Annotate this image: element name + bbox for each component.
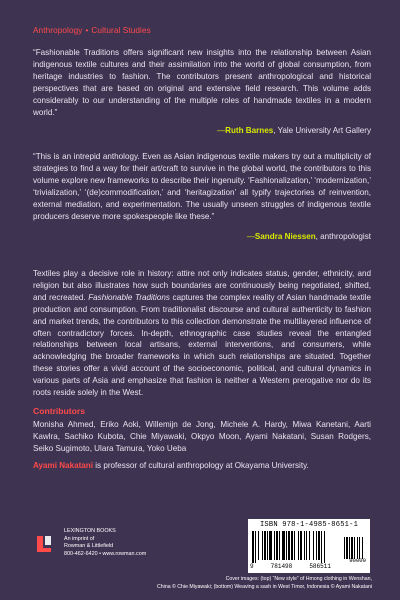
publisher-name: LEXINGTON BOOKS: [64, 528, 116, 534]
barcode-bar: [258, 531, 259, 560]
barcode-bar: [304, 531, 305, 560]
reviewer-affiliation: , anthropologist: [315, 232, 371, 241]
editor-bio: [33, 460, 371, 472]
description-part-1: Textiles play a decisive role in history: attire not only indicates status, gender, ethnicity, and religion but also illustrates how such boundaries are continuously being negotiated, shifted, and recreated.: [33, 269, 371, 302]
barcode-bar: [309, 531, 310, 560]
barcode-bar: [306, 531, 307, 560]
barcode-bar: [298, 531, 299, 560]
category-separator: •: [85, 26, 89, 35]
barcode-bar: [279, 531, 280, 560]
credit-line-1: Cover images: (top) “New style” of Hmong clothing in Wenshan,: [225, 576, 372, 582]
addon-bar: [354, 537, 355, 559]
publisher-info: [64, 528, 146, 558]
barcode-digit-prefix: 9: [250, 563, 254, 570]
addon-bar: [344, 537, 345, 559]
barcode-bar: [264, 531, 266, 560]
category-anthropology: Anthropology: [33, 26, 83, 35]
barcode-bar: [274, 531, 275, 560]
review-quote-2: “This is an intrepid anthology. Even as Asian indigenous textile makers try out a multiplicity of strategies to find a way for their art/craft to survive in the global world, the contributors to this volume explore new frameworks to describe their ingenuity. ‘Fashionalization,’ ‘modernization,’ ‘trivialization,’ ‘(de)commodification,’ and ‘heritagization’ all typify trajectories of reinvention, external mediation, and experimentation. The usually unseen struggles of indigenous textile producers deserve more spokespeople like these.”: [33, 152, 371, 221]
reviewer-name: Sandra Niessen: [254, 232, 316, 241]
editor-name: Ayami Nakatani: [33, 461, 93, 470]
barcode-bar: [255, 531, 256, 563]
book-description: [33, 268, 371, 399]
barcode-bar: [324, 531, 325, 563]
contributors-heading: Contributors: [33, 406, 86, 416]
credit-line-2: China © Chie Miyawaki; (bottom) Weaving a sash in West Timor, Indonesia © Ayami Nakatani: [157, 583, 372, 590]
barcode-bar: [316, 531, 317, 560]
addon-bar: [359, 537, 360, 559]
attribution-dash: —: [246, 232, 255, 241]
barcode-bar: [318, 531, 320, 560]
addon-bar: [362, 537, 363, 559]
barcode-digit-group-2: 586511: [309, 563, 331, 570]
review-quote-1: “Fashionable Traditions offers significant new insights into the relationship between Asian indigenous textile cultures and their assimilation into the world of global consumption, from heritage industries to fashion. The contributors present anthropological and historical perspectives that are based on original and extensive field research. This volume adds considerably to our understanding of the multiple roles of handmade textiles in a modern world.”: [33, 48, 371, 117]
cover-image-credits: [122, 576, 372, 591]
editor-description: is professor of cultural anthropology at Okayama University.: [92, 461, 309, 470]
publisher-contact: 800-462-6420 • www.rowman.com: [64, 550, 147, 557]
barcode-bar: [286, 531, 287, 560]
addon-bar: [351, 537, 353, 559]
barcode-digits: [250, 563, 368, 570]
barcode-bar: [282, 531, 285, 560]
addon-bar: [357, 537, 358, 559]
review-attribution-2: [247, 232, 371, 241]
publisher-imprint: An imprint of: [64, 535, 95, 542]
isbn-barcode: [248, 519, 370, 573]
subject-categories: [33, 26, 151, 35]
barcode-bar: [313, 531, 314, 560]
barcode-bar: [294, 531, 295, 560]
isbn-number: ISBN 978-1-4985-8651-1: [259, 521, 359, 529]
addon-bar: [349, 537, 350, 559]
barcode-bar: [276, 531, 278, 560]
barcode-bar: [288, 531, 290, 560]
description-part-2: captures the complex reality of Asian handmade textile production and consumption. From traditionalist discourse and cultural authenticity to fashion and market trends, the contributors to this collection demonstrate the multilayered influence of often contradictory forces. In-depth, ethnographic case studies reveal the entangled relationships between local artisans, external interventions, and consumers, while acknowledging the broader frameworks in which such relationships are situated. Together these stories offer a vivid account of the socioeconomic, political, and cultural dynamics in various parts of Asia and emphasize that fashion is neither a Western prerogative nor do its roots reside solely in the West.: [33, 292, 371, 398]
publisher-parent: Rowman & Littlefield: [64, 543, 114, 550]
barcode-bar: [269, 531, 272, 560]
review-attribution-1: [217, 126, 371, 135]
barcode-bar: [267, 531, 268, 560]
contributors-list: Monisha Ahmed, Eriko Aoki, Willemijn de Jong, Michele A. Hardy, Miwa Kanetani, Aarti Kawlra, Sachiko Kubota, Chie Miyawaki, Okpyo Moon, Ayami Nakatani, Susan Rodgers, Seiko Sugimoto, Ulara Tamura, Yoko Ueba: [33, 420, 371, 453]
barcode-bar: [291, 531, 293, 560]
price-code: 90000: [349, 557, 366, 564]
reviewer-name: Ruth Barnes: [225, 126, 274, 135]
lexington-books-logo-icon: [35, 534, 53, 554]
reviewer-affiliation: , Yale University Art Gallery: [273, 126, 371, 135]
barcode-bar: [321, 531, 322, 563]
barcode-bar: [262, 531, 263, 560]
attribution-dash: —: [217, 126, 226, 135]
barcode-bar: [252, 531, 254, 563]
barcode-bar: [300, 531, 302, 560]
addon-bar: [346, 537, 348, 559]
book-title-italic: Fashionable Traditions: [88, 292, 170, 302]
barcode-digit-group-1: 781498: [270, 563, 293, 570]
category-cultural-studies: Cultural Studies: [91, 26, 151, 35]
